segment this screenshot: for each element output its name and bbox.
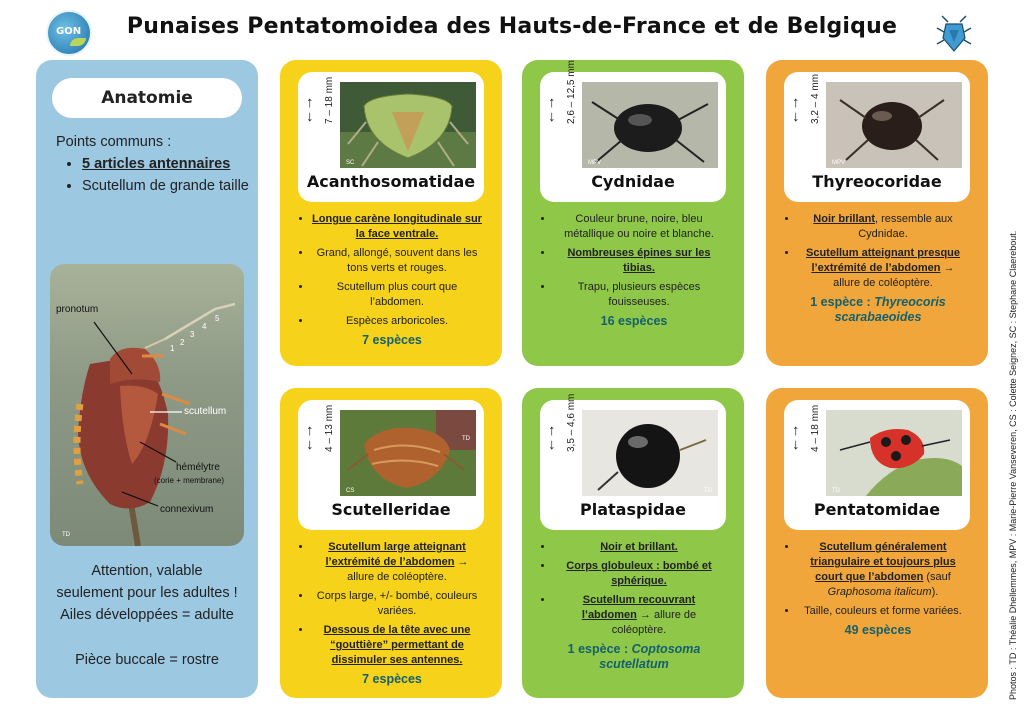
bullet: • Espèces arboricoles. — [312, 314, 482, 329]
bullet: • Grand, allongé, souvent dans les tons verts et rouges. — [312, 246, 482, 276]
anatomy-panel — [36, 60, 258, 698]
antenna-segment-3: 3 — [190, 330, 195, 339]
size-indicator — [546, 393, 577, 496]
species-count: 1 espèce : Coptosoma scutellatum — [567, 642, 701, 671]
family-name: Acanthosomatidae — [306, 172, 476, 191]
label-connexivum: connexivum — [160, 504, 214, 515]
photo-credit: SC — [346, 160, 355, 166]
bullet: • Dessous de la tête avec une “gouttière” permettant de dissimuler ses antennes. — [312, 623, 482, 668]
size-indicator — [304, 76, 335, 168]
bullet: • Taille, couleurs et forme variées. — [798, 604, 968, 619]
size-arrow-icon: ↑ ↓ — [548, 94, 556, 125]
size-text: 7 – 18 mm — [324, 76, 335, 124]
card-header — [784, 72, 970, 202]
card-header — [298, 72, 484, 202]
card-description — [302, 540, 482, 687]
species-photo — [340, 410, 476, 496]
common-item: • Scutellum de grande taille — [82, 176, 256, 196]
bullet: • Nombreuses épines sur les tibias. — [554, 246, 724, 276]
logo-text: GON — [56, 26, 82, 37]
bullet: • Scutellum plus court que l’abdomen. — [312, 280, 482, 310]
card-description — [544, 212, 724, 329]
card-header — [540, 393, 726, 530]
size-arrow-icon: ↑ ↓ — [306, 422, 314, 453]
size-arrow-icon: ↑ ↓ — [548, 422, 556, 453]
card-cydnidae — [522, 60, 744, 366]
card-header — [298, 400, 484, 530]
logo-leaf-icon — [70, 38, 86, 46]
size-text: 4 – 18 mm — [810, 404, 821, 452]
species-count: 1 espèce : Thyreocoris scarabaeoides — [810, 295, 946, 324]
card-pentatomidae — [766, 388, 988, 698]
bullet: • Scutellum généralement triangulaire et toujours plus court que l’abdomen (sauf Graphosoma italicum). — [798, 540, 968, 600]
bullet: • Trapu, plusieurs espèces fouisseuses. — [554, 280, 724, 310]
species-photo — [340, 82, 476, 168]
species-count: 49 espèces — [844, 623, 912, 637]
card-scutelleridae — [280, 388, 502, 698]
card-description — [302, 212, 482, 348]
common-item: • 5 articles antennaires — [82, 154, 256, 174]
card-description — [788, 212, 968, 325]
bullet: • Noir brillant, ressemble aux Cydnidae. — [798, 212, 968, 242]
antenna-segment-2: 2 — [180, 338, 185, 347]
species-count: 16 espèces — [600, 314, 668, 328]
species-photo — [582, 410, 718, 496]
bullet: • Corps globuleux : bombé et sphérique. — [554, 559, 724, 589]
species-count: 7 espèces — [362, 333, 422, 347]
bullet: • Noir et brillant. — [554, 540, 724, 555]
size-text: 3,5 – 4,6 mm — [566, 393, 577, 452]
family-name: Cydnidae — [591, 172, 675, 191]
card-header — [784, 400, 970, 530]
species-photo — [826, 410, 962, 496]
label-scutellum: scutellum — [184, 406, 227, 417]
size-indicator — [790, 73, 821, 168]
species-photo — [826, 82, 962, 168]
species-count: 7 espèces — [362, 672, 422, 686]
anatomy-note — [36, 560, 258, 626]
bullet: • Scutellum recouvrant l’abdomen → allure de coléoptère. — [554, 593, 724, 638]
photo-credit: CS — [346, 488, 355, 494]
label-hemelytre-sub: (corie + membrane) — [154, 476, 225, 485]
anatomy-title: Anatomie — [52, 78, 242, 118]
size-text: 4 – 13 mm — [324, 404, 335, 452]
photo-credit-secondary: TD — [462, 436, 470, 442]
card-description — [788, 540, 968, 638]
photo-credit: TD — [832, 488, 840, 494]
anatomy-photo — [50, 264, 244, 546]
card-plataspidae — [522, 388, 744, 698]
family-name: Pentatomidae — [813, 500, 941, 519]
page-title: Punaises Pentatomoidea des Hauts-de-France et de Belgique — [126, 14, 898, 39]
size-arrow-icon: ↑ ↓ — [792, 422, 800, 453]
photo-credit: MPV — [588, 160, 602, 166]
size-indicator — [546, 60, 577, 168]
label-pronotum: pronotum — [56, 304, 99, 315]
size-arrow-icon: ↑ ↓ — [792, 94, 800, 125]
note-line: Ailes développées = adulte — [60, 607, 234, 623]
size-text: 2,6 – 12,5 mm — [566, 60, 577, 124]
anatomy-mouthpart: Pièce buccale = rostre — [75, 652, 219, 668]
bullet: • Corps large, +/- bombé, couleurs variées. — [312, 589, 482, 619]
common-intro: Points communs : — [56, 134, 172, 150]
size-indicator — [790, 404, 821, 496]
size-text: 3,2 – 4 mm — [810, 73, 821, 124]
species-photo — [582, 82, 718, 168]
bullet: • Scutellum atteignant presque l’extrémité de l’abdomen → allure de coléoptère. — [798, 246, 968, 291]
card-description — [544, 540, 724, 672]
card-header — [540, 60, 726, 202]
label-hemelytre: hémélytre — [176, 462, 220, 473]
antenna-segment-5: 5 — [215, 314, 220, 323]
size-arrow-icon: ↑ ↓ — [306, 94, 314, 125]
photo-credit: TD — [704, 488, 712, 494]
card-thyreocoridae — [766, 60, 988, 366]
family-name: Thyreocoridae — [812, 172, 942, 191]
bullet: • Scutellum large atteignant l’extrémité de l’abdomen → allure de coléoptère. — [312, 540, 482, 585]
family-name: Plataspidae — [579, 500, 686, 519]
card-acanthosomatidae — [280, 60, 502, 366]
note-line: Attention, valable — [91, 563, 203, 579]
bullet: • Longue carène longitudinale sur la face ventrale. — [312, 212, 482, 242]
bullet: • Couleur brune, noire, bleu métallique ou noire et blanche. — [554, 212, 724, 242]
antenna-segment-1: 1 — [170, 344, 175, 353]
family-name: Scutelleridae — [331, 500, 451, 519]
photo-credits-vertical: Photos : TD : Théalie Dhellemmes, MPV : Marie-Pierre Vanseveren, CS : Colette Seignez, SC : Stephane Claerebout. — [1008, 230, 1018, 700]
photo-credit: MPV — [832, 160, 846, 166]
anatomy-common-points — [56, 132, 256, 198]
shield-bug-icon — [934, 14, 974, 54]
antenna-segment-4: 4 — [202, 322, 207, 331]
size-indicator — [304, 404, 335, 496]
note-line: seulement pour les adultes ! — [56, 585, 238, 601]
photo-credit: TD — [62, 532, 70, 538]
